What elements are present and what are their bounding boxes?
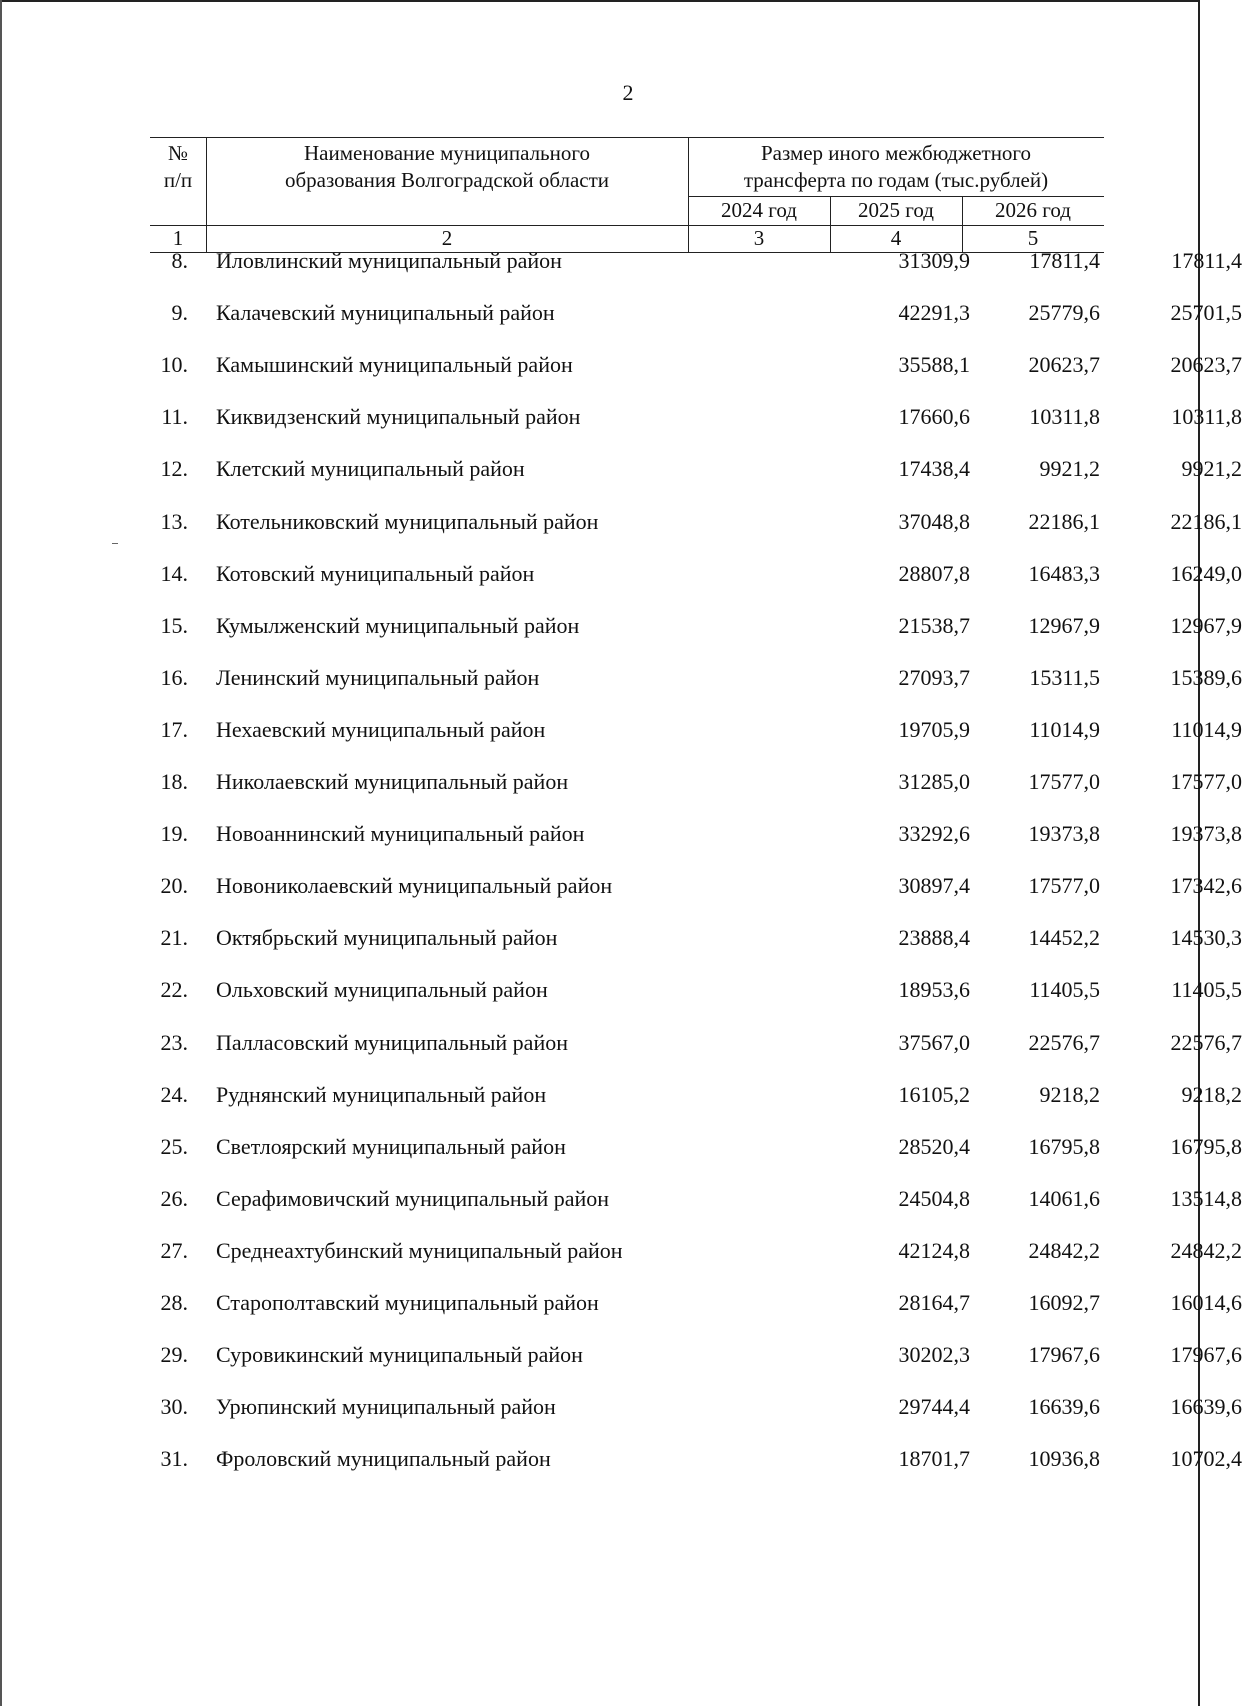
- value-2024: 24504,8: [898, 1186, 970, 1211]
- header-name: Наименование муниципального образования Волгоградской области: [284, 141, 610, 192]
- value-2024: 29744,4: [898, 1394, 970, 1419]
- row-number: 12.: [160, 456, 188, 481]
- table-row: [150, 659, 1242, 699]
- row-number: 10.: [160, 352, 188, 377]
- value-2024: 35588,1: [898, 352, 970, 377]
- municipality-name: Калачевский муниципальный район: [216, 300, 555, 325]
- municipality-name: Клетский муниципальный район: [216, 456, 525, 481]
- row-number: 22.: [160, 977, 188, 1002]
- value-2026: 9921,2: [1181, 456, 1242, 481]
- value-2024: 31309,9: [898, 248, 970, 273]
- row-number: 28.: [160, 1290, 188, 1315]
- value-2026: 17811,4: [1171, 248, 1242, 273]
- scan-mark: [112, 543, 118, 544]
- value-2026: 10702,4: [1170, 1446, 1242, 1471]
- row-number: 20.: [160, 873, 188, 898]
- value-2025: 17577,0: [1028, 873, 1100, 898]
- value-2025: 10936,8: [1028, 1446, 1100, 1471]
- value-2024: 42291,3: [898, 300, 970, 325]
- value-2024: 30202,3: [898, 1342, 970, 1367]
- value-2025: 11014,9: [1029, 717, 1100, 742]
- value-2026: 24842,2: [1170, 1238, 1242, 1263]
- row-number: 14.: [160, 561, 188, 586]
- value-2024: 18701,7: [898, 1446, 970, 1471]
- value-2025: 16795,8: [1028, 1134, 1100, 1159]
- value-2025: 10311,8: [1029, 404, 1100, 429]
- municipality-name: Светлоярский муниципальный район: [216, 1134, 566, 1159]
- row-number: 8.: [171, 248, 188, 273]
- value-2026: 9218,2: [1181, 1082, 1242, 1107]
- value-2025: 17811,4: [1029, 248, 1100, 273]
- value-2025: 22186,1: [1028, 509, 1100, 534]
- value-2025: 16092,7: [1028, 1290, 1100, 1315]
- value-2024: 37567,0: [898, 1030, 970, 1055]
- table-row: [150, 1076, 1242, 1116]
- table-row: [150, 763, 1242, 803]
- row-number: 24.: [160, 1082, 188, 1107]
- header-index-1: 1: [172, 226, 184, 250]
- value-2024: 30897,4: [898, 873, 970, 898]
- municipality-name: Фроловский муниципальный район: [216, 1446, 551, 1471]
- value-2026: 19373,8: [1170, 821, 1242, 846]
- header-index-3: 3: [753, 226, 765, 250]
- value-2024: 21538,7: [898, 613, 970, 638]
- municipality-name: Октябрьский муниципальный район: [216, 925, 558, 950]
- table-row: [150, 1128, 1242, 1168]
- header-index-4: 4: [890, 226, 902, 250]
- value-2025: 14452,2: [1028, 925, 1100, 950]
- row-number: 19.: [160, 821, 188, 846]
- municipality-name: Кумылженский муниципальный район: [216, 613, 580, 638]
- table-row: [150, 398, 1242, 438]
- page-border-left: [0, 0, 2, 1706]
- municipality-name: Руднянский муниципальный район: [216, 1082, 547, 1107]
- row-number: 13.: [160, 509, 188, 534]
- value-2026: 16795,8: [1170, 1134, 1242, 1159]
- value-2024: 28164,7: [898, 1290, 970, 1315]
- row-number: 15.: [160, 613, 188, 638]
- value-2024: 33292,6: [898, 821, 970, 846]
- value-2025: 11405,5: [1029, 977, 1100, 1002]
- value-2026: 14530,3: [1170, 925, 1242, 950]
- municipality-name: Иловлинский муниципальный район: [216, 248, 562, 273]
- value-2024: 37048,8: [898, 509, 970, 534]
- row-number: 18.: [160, 769, 188, 794]
- row-number: 9.: [171, 300, 188, 325]
- value-2025: 24842,2: [1028, 1238, 1100, 1263]
- value-2026: 11014,9: [1171, 717, 1242, 742]
- municipality-name: Котовский муниципальный район: [216, 561, 535, 586]
- value-2026: 17342,6: [1170, 873, 1242, 898]
- row-number: 26.: [160, 1186, 188, 1211]
- row-number: 23.: [160, 1030, 188, 1055]
- value-2025: 20623,7: [1028, 352, 1100, 377]
- value-2024: 27093,7: [898, 665, 970, 690]
- header-year-2024: 2024 год: [721, 198, 797, 222]
- table-row: [150, 242, 1242, 282]
- value-2026: 16639,6: [1170, 1394, 1242, 1419]
- municipality-name: Котельниковский муниципальный район: [216, 509, 599, 534]
- value-2024: 17438,4: [898, 456, 970, 481]
- municipality-name: Новониколаевский муниципальный район: [216, 873, 613, 898]
- row-number: 29.: [160, 1342, 188, 1367]
- table-row: [150, 503, 1242, 543]
- value-2025: 25779,6: [1028, 300, 1100, 325]
- table-row: [150, 555, 1242, 595]
- header-transfer: Размер иного межбюджетного трансферта по годам (тыс.рублей): [743, 141, 1049, 192]
- value-2025: 16483,3: [1028, 561, 1100, 586]
- header-index-2: 2: [441, 226, 453, 250]
- value-2024: 42124,8: [898, 1238, 970, 1263]
- municipality-name: Среднеахтубинский муниципальный район: [216, 1238, 623, 1263]
- value-2025: 14061,6: [1028, 1186, 1100, 1211]
- header-num: № п/п: [163, 141, 193, 192]
- value-2025: 9218,2: [1039, 1082, 1100, 1107]
- municipality-name: Палласовский муниципальный район: [216, 1030, 568, 1055]
- row-number: 27.: [160, 1238, 188, 1263]
- table-row: [150, 294, 1242, 334]
- row-number: 11.: [161, 404, 188, 429]
- header-line-top: [150, 137, 1104, 138]
- value-2024: 16105,2: [898, 1082, 970, 1107]
- value-2025: 22576,7: [1028, 1030, 1100, 1055]
- value-2026: 16249,0: [1170, 561, 1242, 586]
- row-number: 30.: [160, 1394, 188, 1419]
- table-row: [150, 1284, 1242, 1324]
- value-2025: 17577,0: [1028, 769, 1100, 794]
- value-2025: 17967,6: [1028, 1342, 1100, 1367]
- row-number: 17.: [160, 717, 188, 742]
- table-row: [150, 815, 1242, 855]
- table-row: [150, 346, 1242, 386]
- table-row: [150, 1024, 1242, 1064]
- value-2025: 15311,5: [1029, 665, 1100, 690]
- table-row: [150, 450, 1242, 490]
- table-row: [150, 919, 1242, 959]
- municipality-name: Ольховский муниципальный район: [216, 977, 548, 1002]
- table-row: [150, 1232, 1242, 1272]
- value-2026: 22576,7: [1170, 1030, 1242, 1055]
- table-row: [150, 1388, 1242, 1428]
- value-2026: 17967,6: [1170, 1342, 1242, 1367]
- table-row: [150, 867, 1242, 907]
- header-year-2026: 2026 год: [995, 198, 1071, 222]
- municipality-name: Урюпинский муниципальный район: [216, 1394, 556, 1419]
- value-2024: 19705,9: [898, 717, 970, 742]
- value-2026: 12967,9: [1170, 613, 1242, 638]
- header-year-2025: 2025 год: [858, 198, 934, 222]
- value-2024: 28807,8: [898, 561, 970, 586]
- value-2026: 25701,5: [1170, 300, 1242, 325]
- page-number: 2: [622, 80, 634, 105]
- value-2026: 22186,1: [1170, 509, 1242, 534]
- table-row: [150, 607, 1242, 647]
- value-2026: 20623,7: [1170, 352, 1242, 377]
- value-2026: 17577,0: [1170, 769, 1242, 794]
- value-2024: 31285,0: [898, 769, 970, 794]
- municipality-name: Суровикинский муниципальный район: [216, 1342, 583, 1367]
- municipality-name: Старополтавский муниципальный район: [216, 1290, 599, 1315]
- municipality-name: Николаевский муниципальный район: [216, 769, 569, 794]
- value-2026: 16014,6: [1170, 1290, 1242, 1315]
- municipality-name: Новоаннинский муниципальный район: [216, 821, 585, 846]
- municipality-name: Серафимовичский муниципальный район: [216, 1186, 610, 1211]
- value-2024: 28520,4: [898, 1134, 970, 1159]
- value-2026: 15389,6: [1170, 665, 1242, 690]
- value-2025: 16639,6: [1028, 1394, 1100, 1419]
- table-row: [150, 711, 1242, 751]
- row-number: 16.: [160, 665, 188, 690]
- municipality-name: Камышинский муниципальный район: [216, 352, 573, 377]
- row-number: 31.: [160, 1446, 188, 1471]
- value-2026: 11405,5: [1171, 977, 1242, 1002]
- table-row: [150, 1440, 1242, 1480]
- value-2026: 10311,8: [1171, 404, 1242, 429]
- municipality-name: Нехаевский муниципальный район: [216, 717, 546, 742]
- value-2024: 23888,4: [898, 925, 970, 950]
- value-2025: 9921,2: [1039, 456, 1100, 481]
- table-row: [150, 1180, 1242, 1220]
- value-2025: 12967,9: [1028, 613, 1100, 638]
- row-number: 21.: [160, 925, 188, 950]
- header-index-5: 5: [1027, 226, 1039, 250]
- table-header: [150, 137, 1104, 253]
- table-row: [150, 971, 1242, 1011]
- value-2025: 19373,8: [1028, 821, 1100, 846]
- municipality-name: Киквидзенский муниципальный район: [216, 404, 581, 429]
- value-2024: 17660,6: [898, 404, 970, 429]
- municipality-name: Ленинский муниципальный район: [216, 665, 540, 690]
- value-2026: 13514,8: [1170, 1186, 1242, 1211]
- table-row: [150, 1336, 1242, 1376]
- page-border-top: [0, 0, 1200, 2]
- value-2024: 18953,6: [898, 977, 970, 1002]
- row-number: 25.: [160, 1134, 188, 1159]
